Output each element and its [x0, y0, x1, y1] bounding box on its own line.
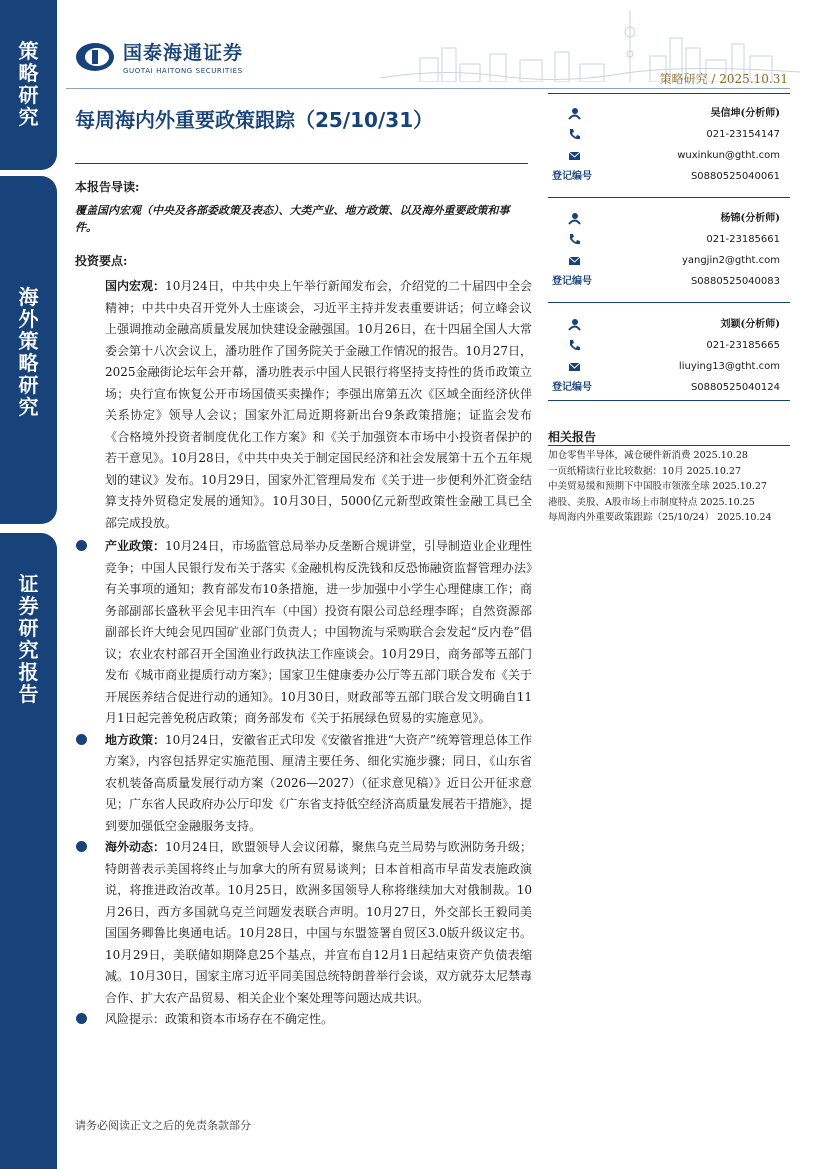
sidebar-char: 报 — [18, 660, 39, 684]
sidebar-char: 告 — [18, 682, 39, 706]
point-heading: 海外动态： — [105, 840, 166, 854]
lead-heading: 本报告导读: — [75, 180, 140, 194]
related-report-link[interactable]: 加仓零售半导体，减仓硬件新消费 2025.10.28 — [548, 450, 748, 461]
phone-icon — [568, 339, 581, 352]
bullet-icon — [76, 1013, 87, 1024]
registration-label: 登记编号 — [552, 382, 592, 393]
analyst-email[interactable]: liuying13@gtht.com — [678, 361, 780, 372]
sidebar-char: 研 — [18, 373, 39, 397]
related-report-link[interactable]: 中美贸易缓和预期下中国股市领涨全球 2025.10.27 — [548, 481, 767, 492]
sidebar-category-strategy — [0, 0, 57, 170]
bullet-icon — [76, 540, 87, 551]
investment-heading: 投资要点: — [75, 254, 128, 268]
related-report-link[interactable]: 港股、美股、A股市场上市制度特点 2025.10.25 — [548, 496, 755, 508]
sidebar-char: 略 — [18, 61, 39, 85]
sidebar-char: 海 — [18, 285, 39, 309]
analyst-phone: 021-23154147 — [706, 129, 780, 140]
sidebar-char: 究 — [18, 105, 39, 129]
user-icon — [568, 212, 581, 225]
analyst-divider — [548, 302, 790, 303]
sidebar-char: 究 — [18, 638, 39, 662]
analyst-phone: 021-23185661 — [706, 234, 780, 245]
point-text: 10月24日，安徽省正式印发《安徽省推进“大资产”统筹管理总体工作方案》，内容包括界定实施范围、厘清主要任务、细化实施步骤；同日，《山东省农机装备高质量发展行动方案（2026—2027）（征求意见稿）》近日公开征求意见；广东省人民政府办公厅印发《广东省支持低空经济高质量发展若干措施》，提到要加强低空金融服务支持。 — [105, 732, 532, 833]
sidebar-char: 策 — [18, 329, 39, 353]
related-reports-list — [548, 448, 790, 526]
analyst-email[interactable]: wuxinkun@gtht.com — [677, 150, 780, 161]
analyst-card — [548, 314, 790, 398]
registration-number: S0880525040124 — [690, 382, 780, 393]
point-text: 风险提示：政策和资本市场存在不确定性。 — [105, 1012, 334, 1026]
analyst-divider — [548, 197, 790, 198]
analyst-email[interactable]: yangjin2@gtht.com — [681, 255, 780, 266]
sidebar-char: 券 — [18, 594, 39, 618]
sidebar-category-report — [0, 533, 57, 1169]
sidebar-char: 略 — [18, 351, 39, 375]
registration-label: 登记编号 — [552, 276, 592, 287]
company-logo — [75, 38, 243, 75]
analyst-name: 刘颖(分析师) — [720, 319, 780, 330]
point-heading: 地方政策： — [105, 732, 166, 747]
sidebar-char: 研 — [18, 616, 39, 640]
related-reports-heading: 相关报告 — [548, 430, 597, 444]
logo-name-cn: 国泰海通证券 — [123, 42, 244, 64]
lead-text: 覆盖国内宏观（中央及各部委政策及表态）、大类产业、地方政策、以及海外重要政策和事件。 — [75, 204, 510, 234]
email-icon — [568, 149, 581, 162]
registration-label: 登记编号 — [552, 171, 592, 182]
registration-number: S0880525040083 — [690, 276, 780, 287]
point-heading: 产业政策： — [105, 539, 166, 553]
logo-name-en: GUOTAI HAITONG SECURITIES — [123, 67, 243, 75]
analyst-divider — [548, 400, 790, 401]
analyst-divider — [548, 93, 790, 94]
title-divider — [75, 163, 528, 164]
report-category-date: 策略研究 / 2025.10.31 — [659, 72, 788, 86]
sidebar-char: 究 — [18, 395, 39, 419]
user-icon — [568, 107, 581, 120]
analyst-phone: 021-23185665 — [706, 340, 780, 351]
point-heading: 国内宏观： — [105, 279, 166, 293]
logo-icon — [75, 42, 115, 72]
phone-icon — [568, 128, 581, 141]
phone-icon — [568, 233, 581, 246]
sidebar-category-overseas — [0, 176, 57, 524]
bullet-icon — [76, 734, 87, 745]
analyst-name: 杨锦(分析师) — [720, 213, 780, 224]
sidebar-char: 策 — [18, 39, 39, 63]
related-divider — [548, 445, 790, 446]
analyst-card — [548, 208, 790, 292]
point-risk — [72, 1009, 532, 1031]
bullet-icon — [76, 841, 87, 852]
email-icon — [568, 360, 581, 373]
sidebar-char: 研 — [18, 83, 39, 107]
sidebar-char: 外 — [18, 307, 39, 331]
investment-points — [72, 276, 532, 1031]
header-divider — [66, 88, 790, 89]
sidebar-char: 证 — [18, 572, 39, 596]
related-report-link[interactable]: 每周海内外重要政策跟踪（25/10/24） 2025.10.24 — [548, 512, 772, 523]
user-icon — [568, 318, 581, 331]
point-text: 10月24日，欧盟领导人会议闭幕，聚焦乌克兰局势与欧洲防务升级；特朗普表示美国将终止与加拿大的所有贸易谈判；日本首相高市早苗发表施政演说，将推进政治改革。10月25日，欧洲多国领导人称将继续加大对俄制裁。10月26日，西方多国就乌克兰问题发表联合声明。10月27日，外交部长王毅同美国国务卿鲁比奥通电话。10月28日，中国与东盟签署自贸区3.0版升级议定书。10月29日，美联储如期降息25个基点，并宣布自12月1日起结束资产负债表缩减。10月30日，国家主席习近平同美国总统特朗普举行会谈，双方就芬太尼禁毒合作、扩大农产品贸易、相关企业个案处理等问题达成共识。 — [105, 840, 532, 1005]
point-text: 10月24日，中共中央上午举行新闻发布会，介绍党的二十届四中全会精神；中共中央召开党外人士座谈会，习近平主持并发表重要讲话；何立峰会议上强调推动金融高质量发展加快建设金融强国。10月26日，在十四届全国人大常委会第十八次会议上，潘功胜作了国务院关于金融工作情况的报告。10月27日，2025金融街论坛年会开幕，潘功胜表示中国人民银行将坚持支持性的货币政策立场；央行宣布恢复公开市场国债买卖操作；李强出席第五次《区域全面经济伙伴关系协定》领导人会议；国家外汇局近期将新出台9条政策措施；证监会发布《合格境外投资者制度优化工作方案》和《关于加强资本市场中小投资者保护的若干意见》。10月28日，《中共中央关于制定国民经济和社会发展第十五个五年规划的建议》发布。10月29日，国家外汇管理局发布《关于进一步便利外汇资金结算支持外贸稳定发展的通知》。10月30日，5000亿元新型政策性金融工具已全部完成投放。 — [105, 279, 532, 530]
email-icon — [568, 254, 581, 267]
point-text: 10月24日，市场监管总局举办反垄断合规讲堂，引导制造业企业理性竞争；中国人民银行发布关于落实《金融机构反洗钱和反恐怖融资监督管理办法》有关事项的通知；教育部发布10条措施，进一步加强中小学生心理健康工作；商务部副部长盛秋平会见丰田汽车（中国）投资有限公司总经理李晖；自然资源部副部长许大纯会见四国矿业部门负责人；中国物流与采购联合会发起“反内卷”倡议；农业农村部召开全国渔业行政执法工作座谈会。10月29日，商务部等五部门发布《城市商业提质行动方案》；国家卫生健康委办公厅等五部门联合发布《关于开展医养结合促进行动的通知》。10月30日，财政部等五部门联合发文明确自11月1日起完善免税店政策；商务部发布《关于拓展绿色贸易的实施意见》。 — [105, 539, 532, 725]
registration-number: S0880525040061 — [690, 171, 780, 182]
related-report-link[interactable]: 一页纸精读行业比较数据：10月 2025.10.27 — [548, 465, 742, 477]
point-overseas — [72, 837, 532, 1009]
point-local-policy — [72, 730, 532, 838]
analyst-name: 吴信坤(分析师) — [710, 108, 780, 119]
analyst-card — [548, 103, 790, 187]
page-title: 每周海内外重要政策跟踪（25/10/31） — [75, 108, 434, 132]
point-domestic-macro — [72, 276, 532, 534]
point-industry-policy — [72, 536, 532, 730]
disclaimer-footer: 请务必阅读正文之后的免责条款部分 — [75, 1119, 251, 1132]
